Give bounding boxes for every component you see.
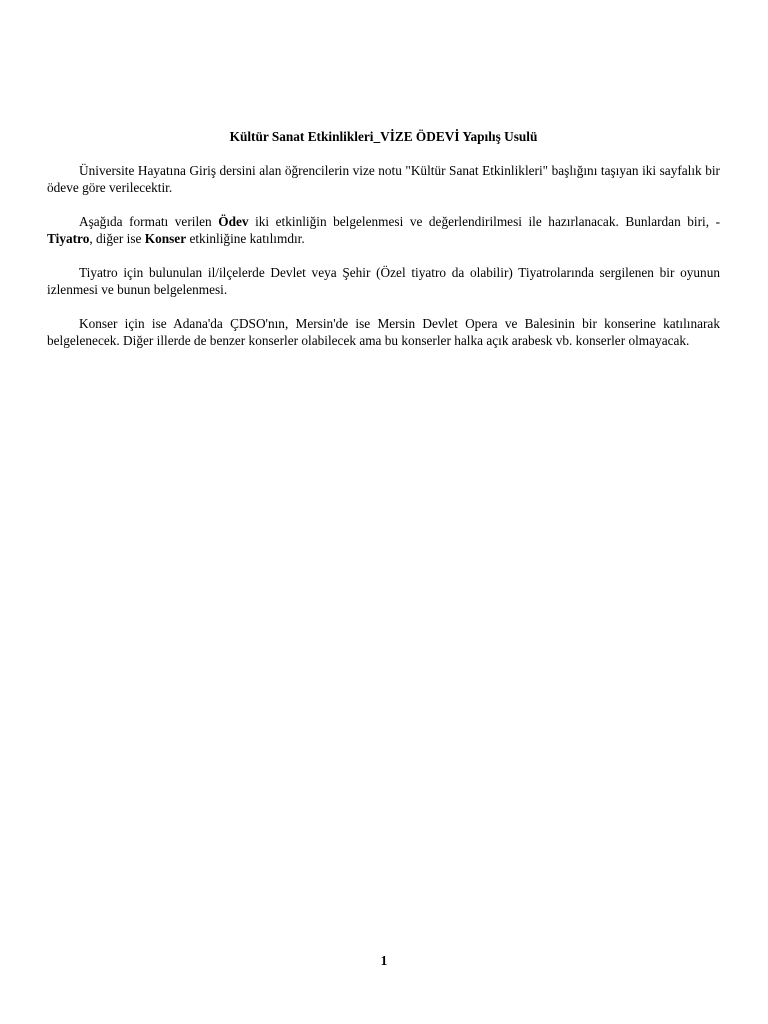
paragraph-intro: Üniversite Hayatına Giriş dersini alan öğrencilerin vize notu "Kültür Sanat Etkinlikleri" başlığını taşıyan iki sayfalık bir ödeve göre verilecektir. [47,163,720,195]
page-number: 1 [380,953,388,968]
konser-bold-text: Konser [144,231,187,246]
document-title: Kültür Sanat Etkinlikleri_VİZE ÖDEVİ Yapılış Usulü [229,129,538,144]
odev-bold-text: Ödev [218,214,249,229]
paragraph-format-text-4: etkinliğine katılımdır. [186,231,305,246]
paragraph-format-text-3: , diğer ise [89,231,145,246]
tiyatro-bold-text: Tiyatro [47,231,90,246]
paragraph-theatre: Tiyatro için bulunulan il/ilçelerde Devlet veya Şehir (Özel tiyatro da olabilir) Tiyatrolarında sergilenen bir oyunun izlenmesi ve bunun belgelenmesi. [47,265,720,297]
paragraph-concert: Konser için ise Adana'da ÇDSO'nın, Mersin'de ise Mersin Devlet Opera ve Balesinin bir konserine katılınarak belgelenecek. Diğer illerde de benzer konserler olabilecek ama bu konserler halka açık arabesk vb. konserler olmayacak. [47,316,720,348]
paragraph-format-text-2: iki etkinliğin belgelenmesi ve değerlendirilmesi ile hazırlanacak. Bunlardan biri, - [248,214,720,229]
document-page [47,128,720,366]
paragraph-format [47,213,720,247]
paragraph-format-text-1: Aşağıda formatı verilen [79,214,219,229]
